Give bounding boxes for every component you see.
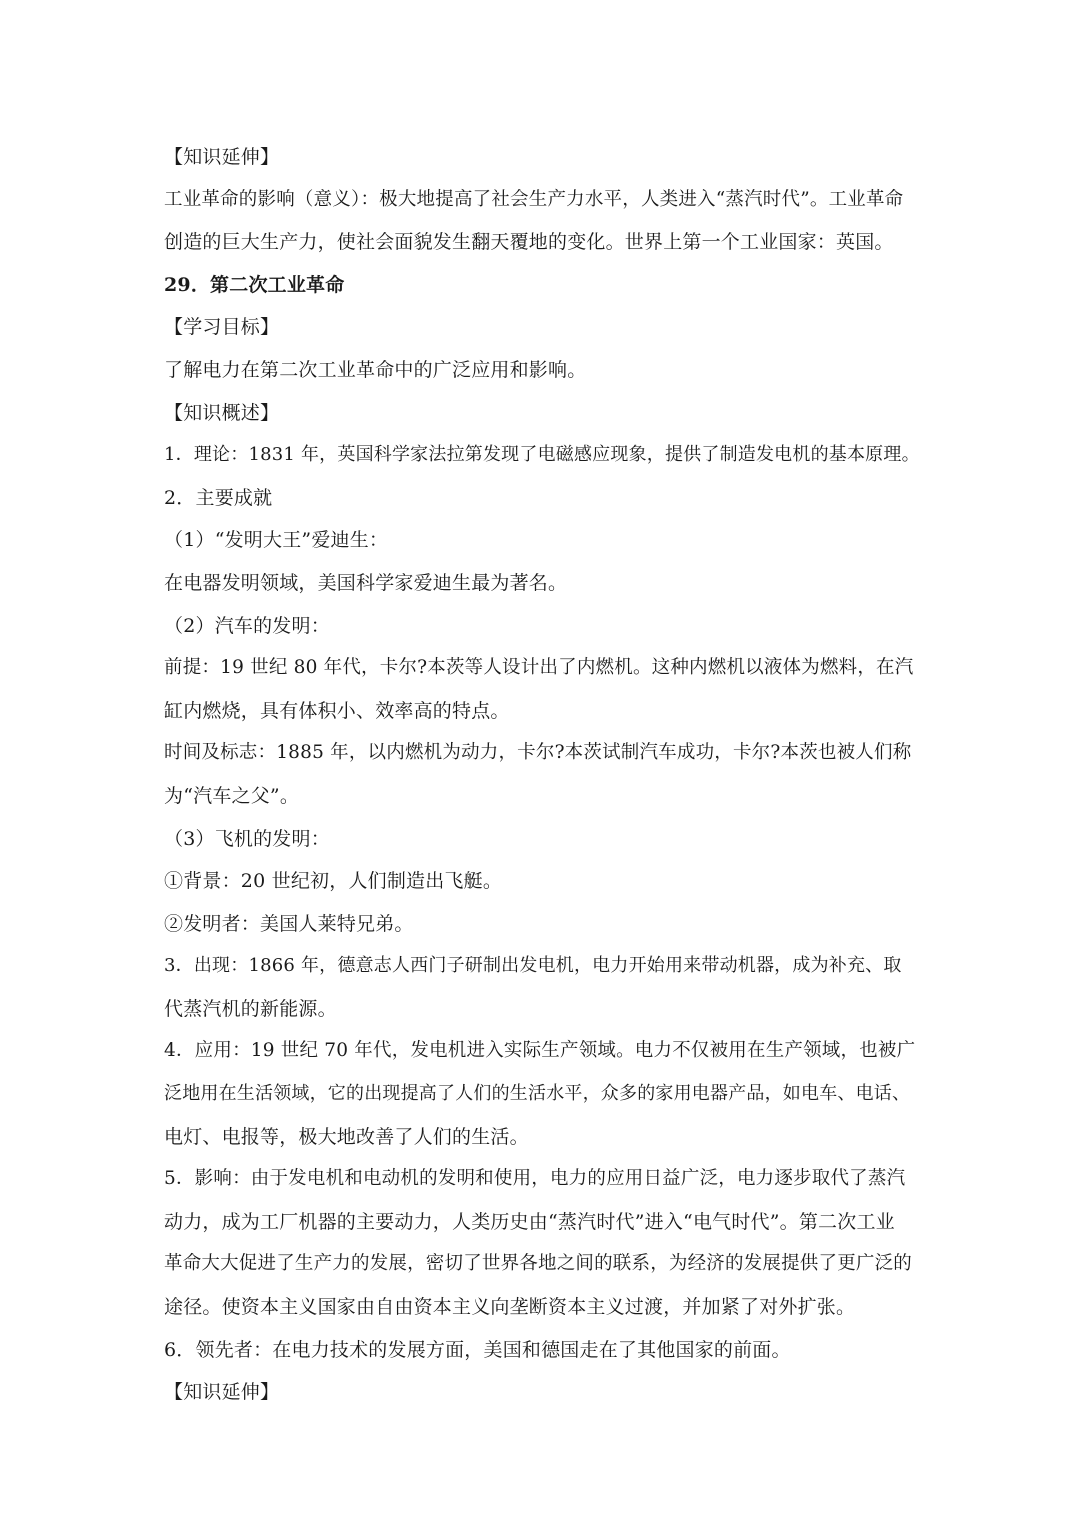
text-line: 时间及标志：1885 年，以内燃机为动力，卡尔?本茨试制汽车成功，卡尔?本茨也被人们称	[164, 742, 912, 764]
text-line: 创造的巨大生产力，使社会面貌发生翻天覆地的变化。世界上第一个工业国家：英国。	[164, 231, 894, 254]
text-line: ②发明者：美国人莱特兄弟。	[164, 912, 414, 935]
text-line: ①背景：20 世纪初，人们制造出飞艇。	[164, 870, 503, 893]
text-line: 工业革命的影响（意义）：极大地提高了社会生产力水平，人类进入“蒸汽时代”。工业革命	[164, 188, 904, 210]
document-body	[164, 136, 920, 1414]
text-line: 缸内燃烧，具有体积小、效率高的特点。	[164, 699, 510, 722]
text-line: （3）飞机的发明：	[164, 827, 330, 850]
text-line: （1）“发明大王”爱迪生：	[164, 529, 389, 552]
text-line: 动力，成为工厂机器的主要动力，人类历史由“蒸汽时代”进入“电气时代”。第二次工业	[164, 1210, 895, 1233]
text-line: 革命大大促进了生产力的发展，密切了世界各地之间的联系，为经济的发展提供了更广泛的	[164, 1253, 913, 1275]
text-line: 电灯、电报等，极大地改善了人们的生活。	[164, 1125, 529, 1148]
text-line: （2）汽车的发明：	[164, 614, 330, 637]
text-line: 为“汽车之父”。	[164, 784, 300, 807]
text-line: 4．应用：19 世纪 70 年代，发电机进入实际生产领域。电力不仅被用在生产领域，也被广	[164, 1040, 916, 1062]
text-line: 5．影响：由于发电机和电动机的发明和使用，电力的应用日益广泛，电力逐步取代了蒸汽	[164, 1168, 906, 1190]
text-line: 前提：19 世纪 80 年代，卡尔?本茨等人设计出了内燃机。这种内燃机以液体为燃料，在汽	[164, 657, 914, 679]
text-line: 1．理论：1831 年，英国科学家法拉第发现了电磁感应现象，提供了制造发电机的基本原理。	[164, 444, 920, 466]
text-line: 途径。使资本主义国家由自由资本主义向垄断资本主义过渡，并加紧了对外扩张。	[164, 1296, 856, 1319]
text-line: 泛地用在生活领域，它的出现提高了人们的生活水平，众多的家用电器产品，如电车、电话、	[164, 1083, 911, 1105]
text-line: 3．出现：1866 年，德意志人西门子研制出发电机，电力开始用来带动机器，成为补充、取	[164, 955, 902, 977]
text-line: 6．领先者：在电力技术的发展方面，美国和德国走在了其他国家的前面。	[164, 1338, 791, 1361]
text-line: 【知识延伸】	[164, 146, 280, 168]
section-heading: 29．第二次工业革命	[164, 273, 345, 296]
text-line: 2．主要成就	[164, 486, 273, 509]
text-line: 【知识延伸】	[164, 1381, 280, 1404]
text-line: 代蒸汽机的新能源。	[164, 997, 337, 1020]
text-line: 【学习目标】	[164, 316, 280, 339]
text-line: 在电器发明领域，美国科学家爱迪生最为著名。	[164, 571, 568, 594]
text-line: 【知识概述】	[164, 401, 280, 424]
text-line: 了解电力在第二次工业革命中的广泛应用和影响。	[164, 358, 587, 381]
